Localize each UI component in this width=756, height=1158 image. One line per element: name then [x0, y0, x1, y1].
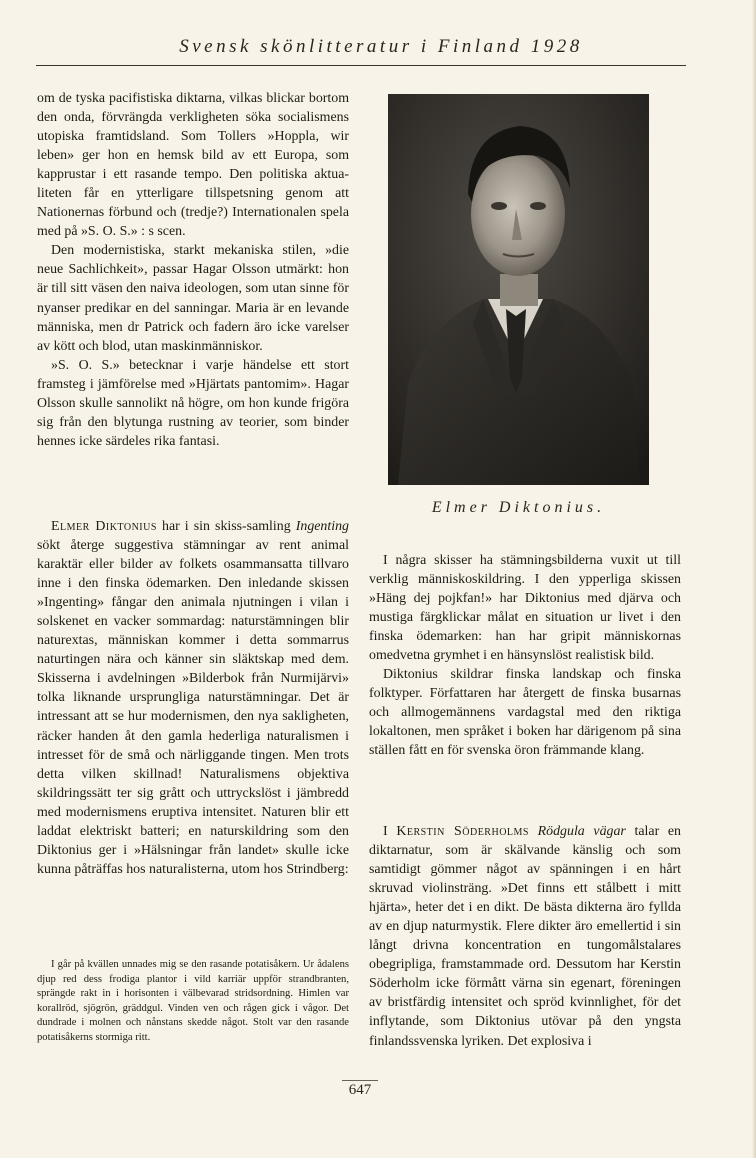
page-number-rule — [342, 1080, 378, 1081]
paragraph: »S. O. S.» betecknar i varje händelse ett stort framsteg i jämförelse med »Hjärtats pantomim». Hagar Olsson skulle sannolikt nå högre, om hon kunde frigöra sig från den blytunga rustning av teorier, som binder hennes icke särdeles rika fantasi. — [37, 357, 349, 449]
paragraph: Diktonius skildrar finska landskap och finska folktyper. Författaren har återgett de finska busarnas och allmogemännens vardagstal med den riktiga lokaltonen, men språket i boken har därigenom på sina ställen fått en för svenska öron främmande klang. — [369, 667, 681, 759]
paragraph — [37, 517, 349, 879]
text-run: sökt återge suggestiva stämningar av rent animal karaktär eller bilder av folkets osammansatta tillvaro inne i den finska ödemarken. Den inledande skissen »Ingenting» fångar den animala njutningen i vilan i solskenet en vacker sommardag: naturstämningen blir naturextas, människan kommer i detta sommarrus naturtingen nära och känner sin släktskap med dem. Skisserna i avdelningen »Bilderbok från Nurmijärvi» tolka liknande ursprungliga naturstämningar. Det är intressant att se hur modernismen, den nya sakligheten, räcker handen åt den gamla hederliga naturalismen i intresset för de små och närliggande tingen. Men trots detta vilken skillnad! Naturalismens objektiva skildringssätt ter sig grått och uttryckslöst i jämbredd med modernismens eruptiva intensitet. Naturen blir ett laddat elektriskt batteri; en naturskildring som den Diktonius ger i »Hälsningar från landet» skulle icke kunna påträffas hos naturalisterna, utom hos Strindberg: — [37, 538, 349, 877]
paragraph: I några skisser ha stämningsbilderna vuxit ut till verklig människoskildring. I den ypperliga skissen »Häng dej pojkfan!» har Diktonius med djärva och mustiga färgklickar målat en situation ur livet i den finska ödemarken: han har gripit människornas omedvetna grymhet i en hänsynslöst realistisk bild. — [369, 553, 681, 664]
paragraph: om de tyska pacifistiska diktarna, vilkas blickar bortom den onda, förvrängda verkligheten söka socialismens utopiska framtidsland. Som Tollers »Hoppla, wir leben» ger hon en hemsk bild av ett Europa, som kapprustar i ett rasande tempo. Den politiska aktualiteten får en ytterligare tillspetsning genom att Nationernas förbund och (tredje?) Internationalen spela med på »S. O. S.» : s scen. — [37, 91, 349, 240]
quote-text: I går på kvällen unnades mig se den rasande potatisåkern. Ur ådalens djup red dess frodiga plantor i vild karriär uppför strandbranten, sprängde rakt in i horisonten i välbevarad stridsordning. Himlen var korallröd, sjögrön, gräddgul. Vinden ven och rågen gick i vågor. Det dundrade i molnen och nånstans skedde något. Stolt var den rasande potatisåkerns stormiga ritt. — [37, 959, 349, 1043]
text-run: I — [383, 824, 397, 839]
author-name: Kerstin Söderholms — [396, 824, 529, 839]
photo-caption: Elmer Diktonius. — [431, 499, 606, 516]
header-rule — [36, 65, 686, 66]
right-column-top — [369, 551, 681, 761]
page-number: 647 — [348, 1082, 372, 1098]
text-run: har i sin skiss-samling — [156, 519, 296, 534]
book-title: Rödgula vägar — [537, 824, 626, 839]
author-portrait-photo — [388, 94, 649, 485]
text-run — [529, 824, 538, 839]
page-edge-shadow — [752, 0, 756, 1158]
left-column-top — [37, 89, 349, 451]
paragraph — [369, 822, 681, 1051]
left-column-diktonius-review — [37, 517, 349, 879]
book-title: Ingenting — [295, 519, 349, 534]
paragraph: Den modernistiska, starkt mekaniska stilen, »die neue Sachlichkeit», passar Hagar Olsson utmärkt: hon är till sitt väsen den naiva ideologen, som utan sinne för nyanser predikar en del sanningar. Maria är en levande människa, men dr Patrick och fadern äro icke varelser av kött och blod, utan maskinmänniskor. — [37, 243, 349, 354]
block-quote — [37, 958, 349, 1046]
running-head: Svensk skönlitteratur i Finland 1928 — [179, 36, 583, 57]
author-name: Elmer Diktonius — [51, 519, 157, 534]
right-column-soderholm-review — [369, 822, 681, 1051]
text-run: talar en diktarnatur, som är skälvande känslig och som samtidigt gömmer något av spänningen i en hårt skruvad violinsträng. »Det finns ett stålbett i mitt hjärta», heter det i en dikt. De bästa dikterna äro fyllda av en djup naturmystik. Flere dikter äro emellertid i sin långt drivna koncentration en tungomålstalares obegripliga, framstammade ord. Dessutom har Kerstin Söderholm icke förmått värna sin egenart, föreningen av bristfärdig intensitet och spröd kvinnlighet, för det inflytande, som Diktonius utövar på den yngsta finlandssvenska lyriken. Det explosiva i — [369, 824, 681, 1049]
portrait-image — [388, 94, 649, 485]
